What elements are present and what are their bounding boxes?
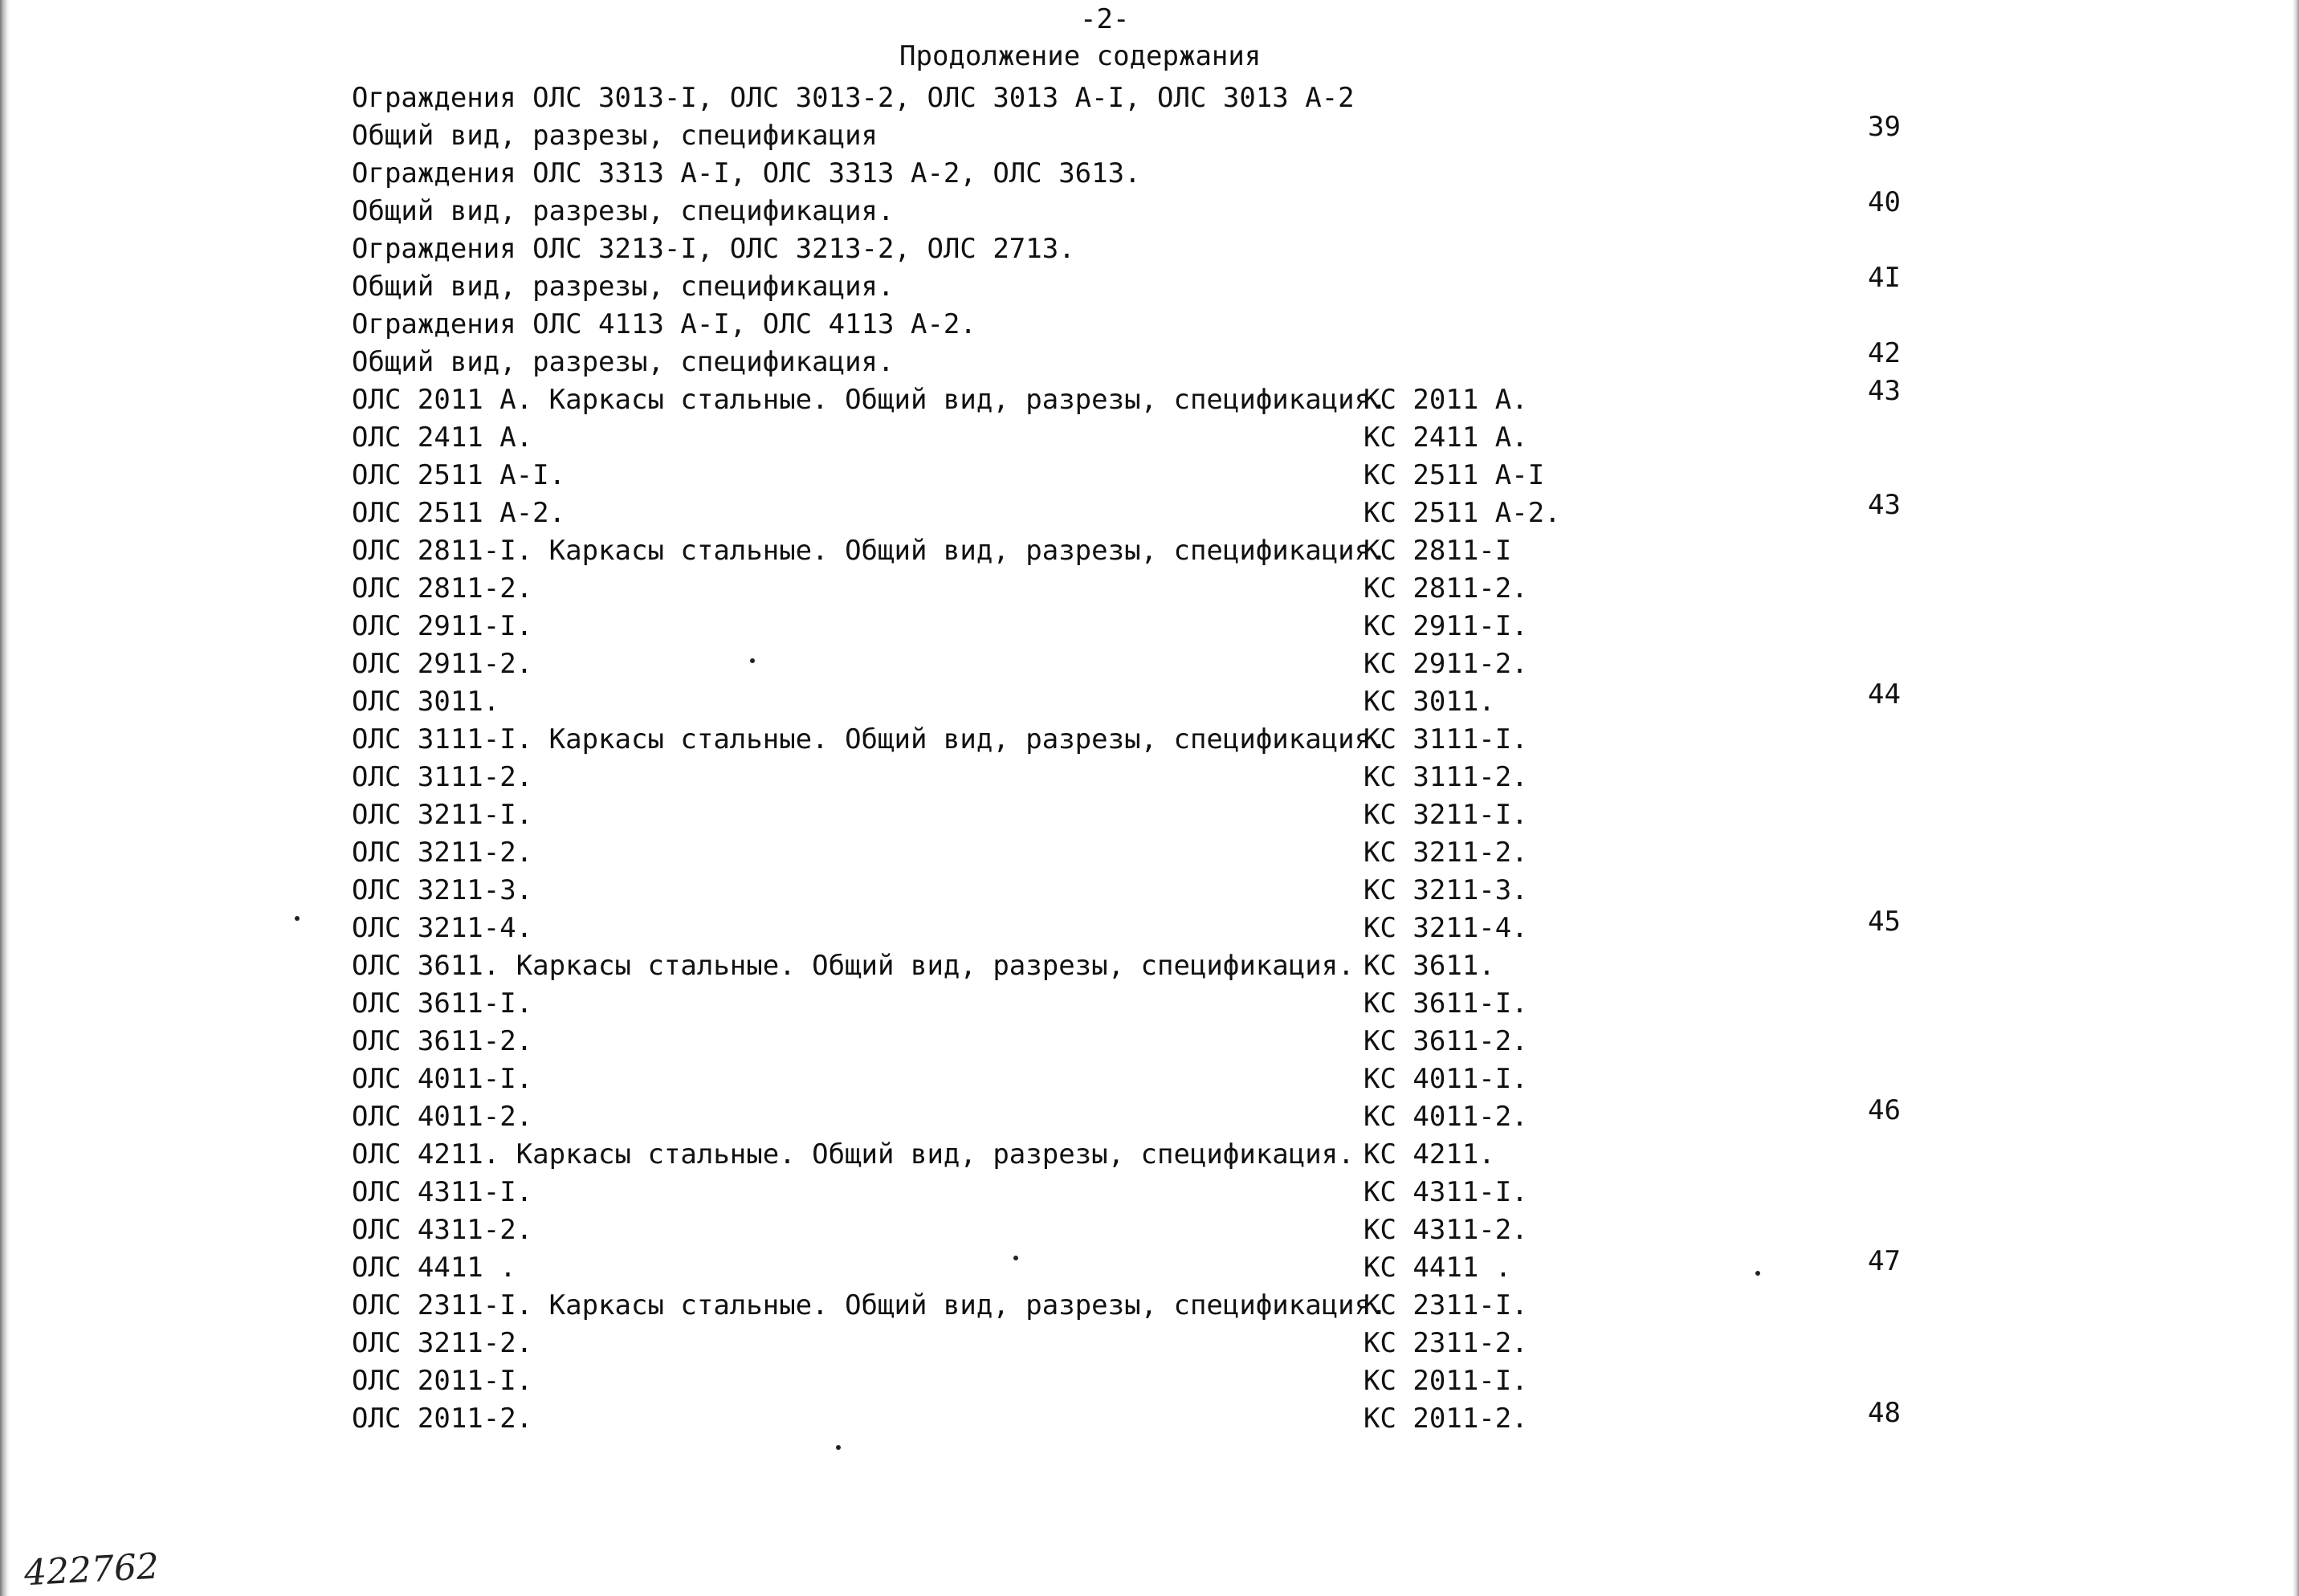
- toc-entry: ОЛС 4211. Каркасы стальные. Общий вид, разрезы, спецификация.: [352, 1138, 1355, 1171]
- drawing-code: КС 4411 .: [1364, 1252, 1512, 1284]
- drawing-code: КС 4311-I.: [1364, 1176, 1528, 1208]
- drawing-code: КС 3211-3.: [1364, 874, 1528, 906]
- drawing-code: КС 3611-I.: [1364, 987, 1528, 1020]
- drawing-code: КС 2911-I.: [1364, 610, 1528, 642]
- toc-entry: ОЛС 3111-I. Каркасы стальные. Общий вид, разрезы, спецификация.: [352, 723, 1388, 755]
- drawing-code: КС 3111-I.: [1364, 723, 1528, 755]
- drawing-code: КС 3611-2.: [1364, 1025, 1528, 1057]
- drawing-code: КС 4211.: [1364, 1138, 1495, 1171]
- toc-entry: ОЛС 2011-I.: [352, 1365, 533, 1397]
- toc-entry: Ограждения ОЛС 4113 А-I, ОЛС 4113 А-2.: [352, 308, 976, 340]
- toc-entry: Общий вид, разрезы, спецификация: [352, 120, 878, 152]
- toc-entry: ОЛС 4311-I.: [352, 1176, 533, 1208]
- scan-speck: [295, 916, 300, 921]
- drawing-code: КС 2911-2.: [1364, 648, 1528, 680]
- toc-entry: ОЛС 3211-2.: [352, 837, 533, 869]
- toc-entry: ОЛС 3211-I.: [352, 799, 533, 831]
- page-ref: 43: [1868, 489, 1901, 521]
- toc-entry: ОЛС 2511 А-2.: [352, 497, 566, 529]
- toc-entry: ОЛС 3211-3.: [352, 874, 533, 906]
- toc-entry: ОЛС 2011-2.: [352, 1403, 533, 1435]
- toc-entry: Ограждения ОЛС 3013-I, ОЛС 3013-2, ОЛС 3013 А-I, ОЛС 3013 А-2: [352, 82, 1355, 114]
- page-ref: 44: [1868, 678, 1901, 710]
- toc-entry: ОЛС 3111-2.: [352, 761, 533, 793]
- drawing-code: КС 2811-I: [1364, 535, 1512, 567]
- toc-entry: ОЛС 2911-I.: [352, 610, 533, 642]
- toc-entry: ОЛС 2311-I. Каркасы стальные. Общий вид, разрезы, спецификация.: [352, 1289, 1388, 1321]
- toc-entry: ОЛС 3611-I.: [352, 987, 533, 1020]
- drawing-code: КС 3211-4.: [1364, 912, 1528, 944]
- page-ref: 40: [1868, 186, 1901, 218]
- drawing-code: КС 2011-I.: [1364, 1365, 1528, 1397]
- toc-entry: ОЛС 4011-2.: [352, 1101, 533, 1133]
- page-ref: 42: [1868, 337, 1901, 369]
- toc-entry: ОЛС 2911-2.: [352, 648, 533, 680]
- toc-entry: ОЛС 4311-2.: [352, 1214, 533, 1246]
- drawing-code: КС 4011-I.: [1364, 1063, 1528, 1095]
- page-ref: 47: [1868, 1245, 1901, 1277]
- page-ref: 4I: [1868, 262, 1901, 294]
- toc-entry: ОЛС 2811-2.: [352, 572, 533, 605]
- toc-entry: ОЛС 2011 А. Каркасы стальные. Общий вид, разрезы, спецификация.: [352, 384, 1388, 416]
- drawing-code: КС 2511 А-2.: [1364, 497, 1561, 529]
- page-number: -2-: [1080, 3, 1130, 35]
- drawing-code: КС 3211-I.: [1364, 799, 1528, 831]
- scan-speck: [750, 658, 755, 663]
- scan-speck: [836, 1445, 841, 1450]
- drawing-code: КС 2011-2.: [1364, 1403, 1528, 1435]
- toc-entry: ОЛС 2511 А-I.: [352, 459, 566, 491]
- scan-right-edge: [2293, 0, 2299, 1596]
- page-ref: 43: [1868, 375, 1901, 407]
- toc-entry: Ограждения ОЛС 3213-I, ОЛС 3213-2, ОЛС 2713.: [352, 233, 1075, 265]
- toc-entry: ОЛС 2811-I. Каркасы стальные. Общий вид, разрезы, спецификация.: [352, 535, 1388, 567]
- toc-entry: ОЛС 3611. Каркасы стальные. Общий вид, разрезы, спецификация.: [352, 950, 1355, 982]
- toc-entry: Общий вид, разрезы, спецификация.: [352, 346, 895, 378]
- toc-entry: ОЛС 4411 .: [352, 1252, 516, 1284]
- drawing-code: КС 2811-2.: [1364, 572, 1528, 605]
- toc-entry: ОЛС 3011.: [352, 686, 500, 718]
- drawing-code: КС 3011.: [1364, 686, 1495, 718]
- handwritten-note: 422762: [22, 1545, 161, 1594]
- toc-entry: ОЛС 2411 А.: [352, 421, 533, 454]
- drawing-code: КС 2311-I.: [1364, 1289, 1528, 1321]
- toc-entry: ОЛС 4011-I.: [352, 1063, 533, 1095]
- page-ref: 48: [1868, 1397, 1901, 1429]
- scan-speck: [1013, 1256, 1018, 1260]
- toc-entry: Ограждения ОЛС 3313 А-I, ОЛС 3313 А-2, ОЛС 3613.: [352, 157, 1141, 189]
- drawing-code: КС 3611.: [1364, 950, 1495, 982]
- drawing-code: КС 4311-2.: [1364, 1214, 1528, 1246]
- drawing-code: КС 3211-2.: [1364, 837, 1528, 869]
- toc-heading: Продолжение содержания: [899, 40, 1262, 72]
- toc-entry: ОЛС 3211-2.: [352, 1327, 533, 1359]
- scan-speck: [1755, 1271, 1760, 1276]
- drawing-code: КС 2311-2.: [1364, 1327, 1528, 1359]
- page-ref: 46: [1868, 1094, 1901, 1126]
- toc-entry: Общий вид, разрезы, спецификация.: [352, 271, 895, 303]
- page-ref: 45: [1868, 906, 1901, 938]
- drawing-code: КС 2411 А.: [1364, 421, 1528, 454]
- drawing-code: КС 4011-2.: [1364, 1101, 1528, 1133]
- page-ref: 39: [1868, 111, 1901, 143]
- drawing-code: КС 2011 А.: [1364, 384, 1528, 416]
- drawing-code: КС 2511 А-I: [1364, 459, 1545, 491]
- scan-left-edge: [0, 0, 10, 1596]
- drawing-code: КС 3111-2.: [1364, 761, 1528, 793]
- toc-entry: ОЛС 3611-2.: [352, 1025, 533, 1057]
- toc-entry: Общий вид, разрезы, спецификация.: [352, 195, 895, 227]
- toc-entry: ОЛС 3211-4.: [352, 912, 533, 944]
